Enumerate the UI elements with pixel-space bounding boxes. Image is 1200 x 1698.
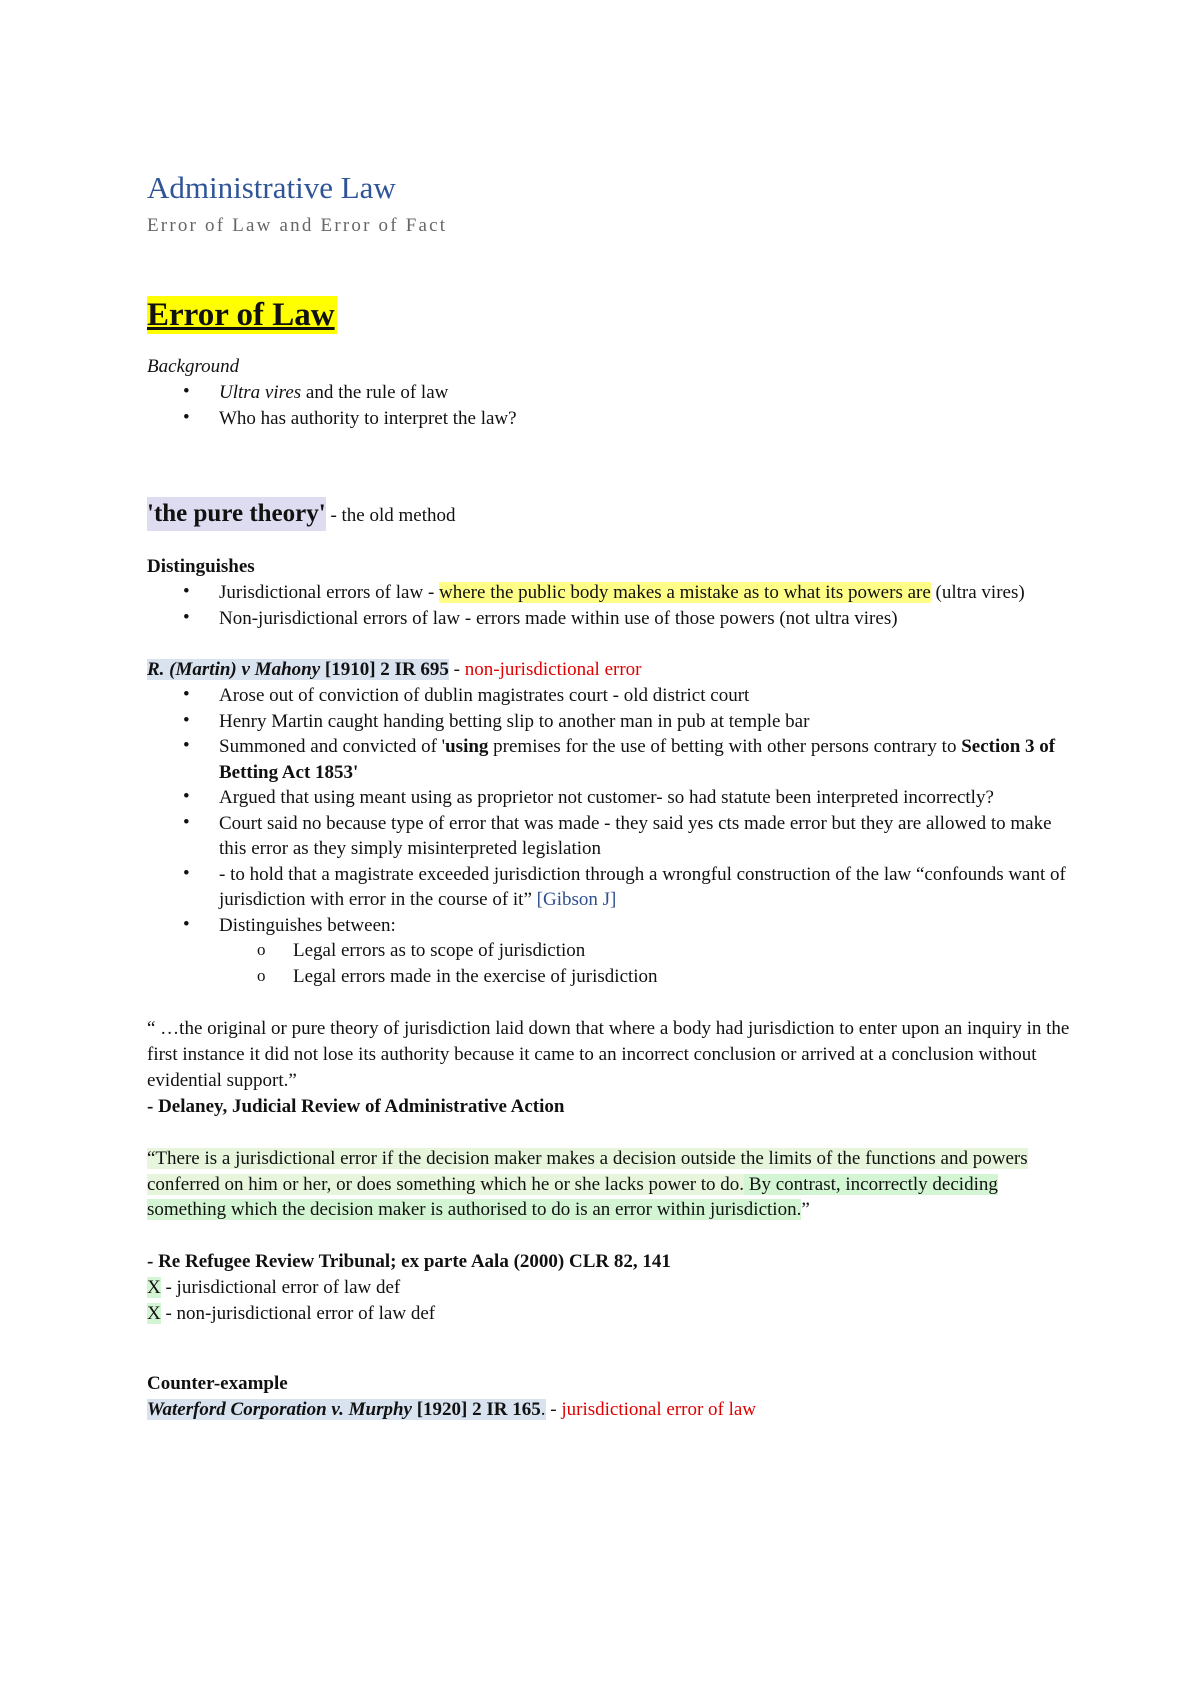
list-item: • Argued that using meant using as proprietor not customer- so had statute been interpreted incorrectly? xyxy=(147,785,1077,811)
list-item: • - to hold that a magistrate exceeded jurisdiction through a wrongful construction of the law “confounds want of jurisdiction with error in the course of it” [Gibson J] xyxy=(147,862,1077,913)
pure-theory-heading xyxy=(147,497,1077,534)
list-item: • Distinguishes between: o Legal errors as to scope of jurisdiction o Legal errors made in the exercise of jurisdiction xyxy=(147,913,1077,991)
martin-case-heading: R. (Martin) v Mahony [1910] 2 IR 695 - non-jurisdictional error xyxy=(147,659,642,680)
case-citation: [1920] 2 IR 165 xyxy=(411,1398,541,1420)
case-tag: non-jurisdictional error xyxy=(464,659,642,680)
sub-list xyxy=(147,938,1077,990)
case-name: Waterford Corporation v. Murphy xyxy=(147,1398,412,1420)
case-name: R. (Martin) v Mahony xyxy=(147,659,321,680)
pure-theory-title: 'the pure theory' xyxy=(147,497,326,531)
list-item: • Court said no because type of error that was made - they said yes cts made error but they are allowed to make this error as they simply misinterpreted legislation xyxy=(147,811,1077,862)
list-item: • Who has authority to interpret the law? xyxy=(147,406,1077,432)
aala-quote: “There is a jurisdictional error if the decision maker makes a decision outside the limits of the functions and powers conferred on him or her, or does something which he or she lacks power to do. By contrast, incorrectly deciding something which the decision maker is authorised to do is an error within jurisdiction.” xyxy=(147,1148,1028,1220)
background-list xyxy=(147,380,1077,431)
list-item: • Ultra vires and the rule of law xyxy=(147,380,1077,406)
x-line: X - jurisdictional error of law def xyxy=(147,1276,401,1298)
counter-example-label: Counter-example xyxy=(147,1372,288,1394)
list-item: • Summoned and convicted of 'using premises for the use of betting with other persons contrary to Section 3 of Betting Act 1853' xyxy=(147,734,1077,785)
list-item: • Arose out of conviction of dublin magistrates court - old district court xyxy=(147,683,1077,709)
counter-case-heading: Waterford Corporation v. Murphy [1920] 2 IR 165. - jurisdictional error of law xyxy=(147,1398,757,1420)
distinguishes-list xyxy=(147,580,1077,631)
document-title: Administrative Law xyxy=(147,170,396,205)
x-line: X - non-jurisdictional error of law def xyxy=(147,1302,436,1324)
case-tag: jurisdictional error of law xyxy=(561,1398,757,1420)
list-item: • Jurisdictional errors of law - where the public body makes a mistake as to what its powers are (ultra vires) xyxy=(147,580,1077,606)
document-subtitle: Error of Law and Error of Fact xyxy=(147,215,448,236)
sub-list-item: o Legal errors made in the exercise of jurisdiction xyxy=(147,964,1077,990)
background-label: Background xyxy=(147,356,240,377)
heading-error-of-law: Error of Law xyxy=(147,297,335,333)
sub-list-item: o Legal errors as to scope of jurisdiction xyxy=(147,938,1077,964)
pure-theory-suffix: - the old method xyxy=(325,505,456,526)
martin-list xyxy=(147,683,1077,990)
list-item: • Henry Martin caught handing betting slip to another man in pub at temple bar xyxy=(147,709,1077,735)
case-citation: [1910] 2 IR 695 xyxy=(320,659,449,680)
aala-source: - Re Refugee Review Tribunal; ex parte Aala (2000) CLR 82, 141 xyxy=(147,1250,671,1272)
delaney-quote: “ …the original or pure theory of jurisdiction laid down that where a body had jurisdiction to enter upon an inquiry in the first instance it did not lose its authority because it came to an incorrect conclusion or arrived at a conclusion without evidential support.” xyxy=(147,1018,1070,1091)
delaney-source: - Delaney, Judicial Review of Administrative Action xyxy=(147,1096,565,1117)
list-item: • Non-jurisdictional errors of law - errors made within use of those powers (not ultra vires) xyxy=(147,606,1077,632)
judge-reference: [Gibson J] xyxy=(536,889,617,910)
distinguishes-label: Distinguishes xyxy=(147,556,255,577)
document-page xyxy=(147,168,1077,1423)
